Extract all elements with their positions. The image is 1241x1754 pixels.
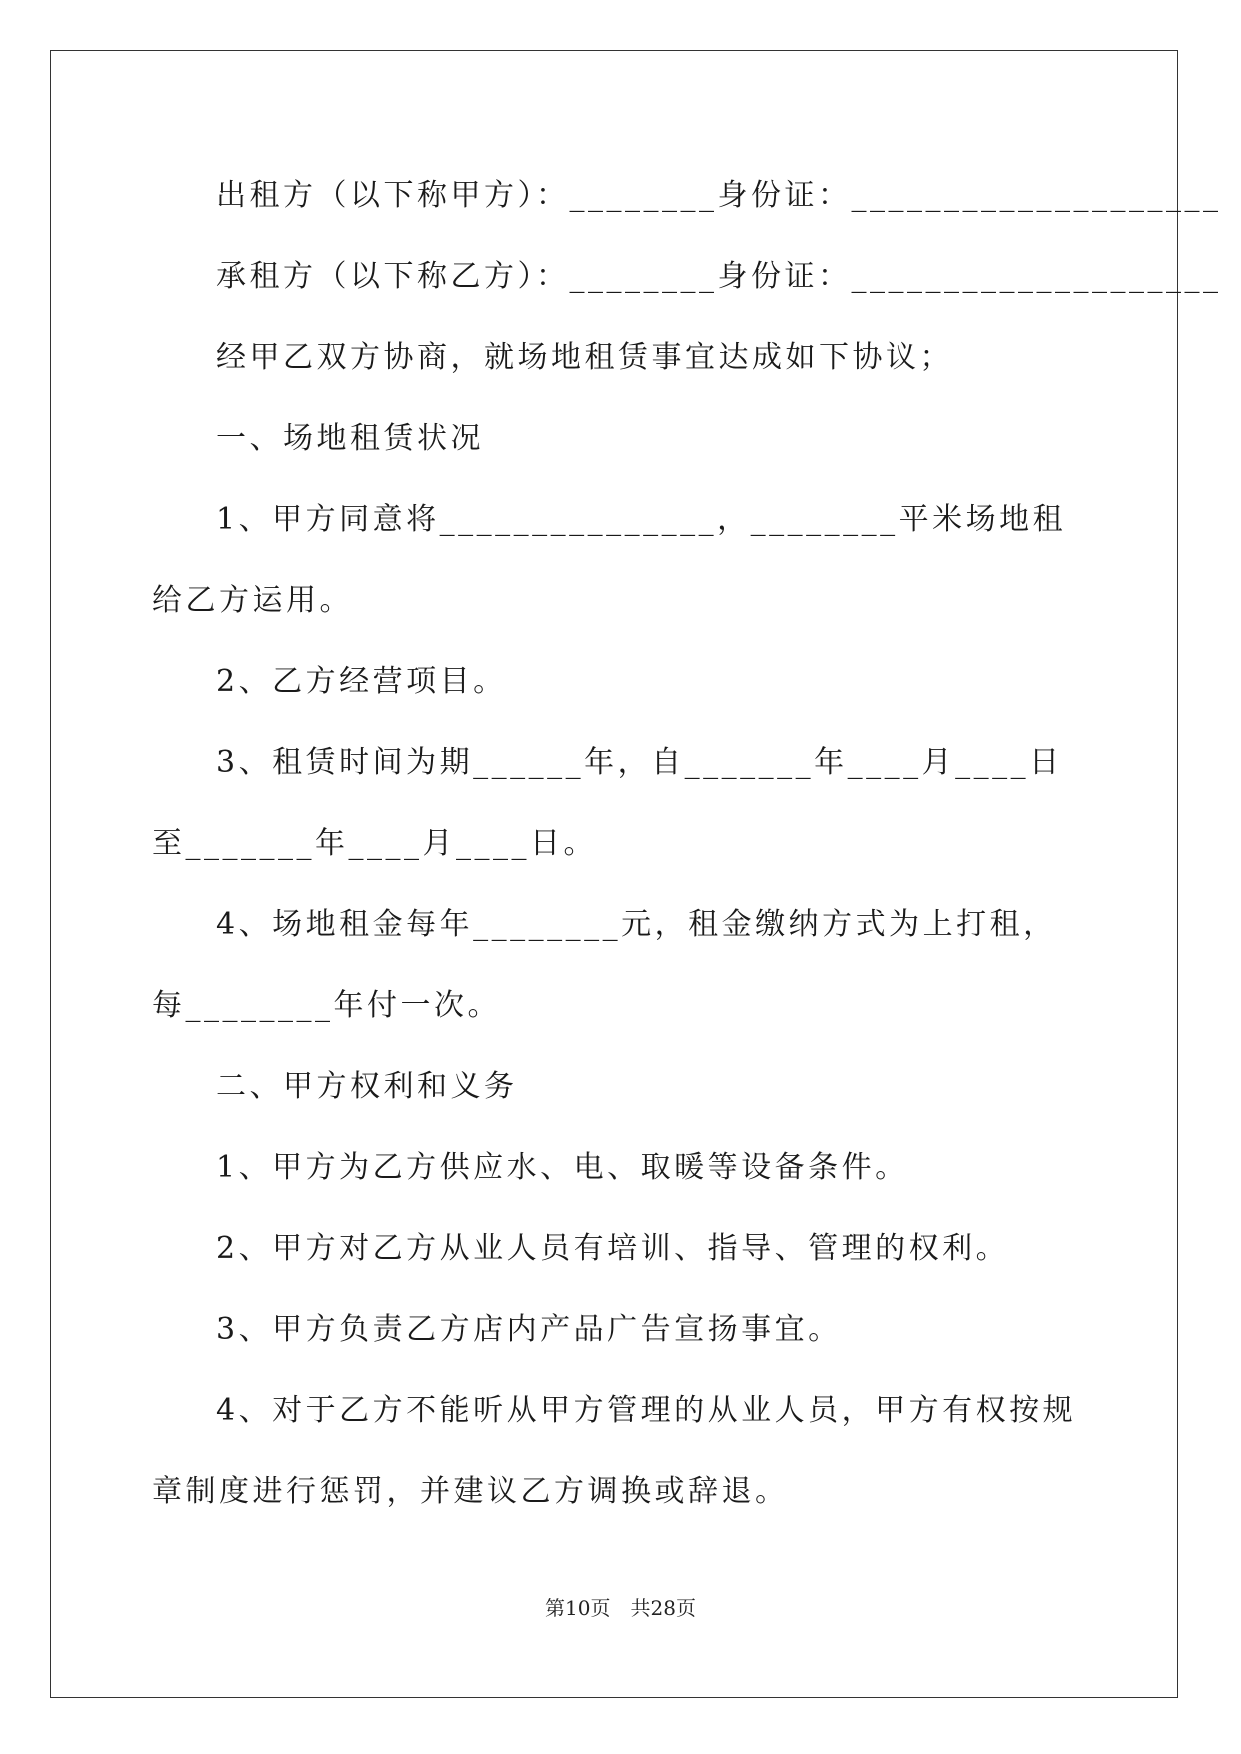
document-body <box>152 155 1222 1532</box>
clause-1-4: 4、场地租金每年________元，租金缴纳方式为上打租，每________年付一次。 <box>152 907 1057 1023</box>
clause-1-3: 3、租赁时间为期______年，自_______年____月____日至_______年____月____日。 <box>152 745 1063 861</box>
clause-1-1: 1、甲方同意将_______________，________平米场地租给乙方运用。 <box>152 502 1067 618</box>
section-heading-1: 一、场地租赁状况 <box>216 421 484 456</box>
clause-1-2: 2、乙方经营项目。 <box>216 664 507 699</box>
clause-2-2: 2、甲方对乙方从业人员有培训、指导、管理的权利。 <box>216 1231 1010 1266</box>
page-number-footer: 第10页 共28页 <box>545 1596 696 1620</box>
clause-2-1: 1、甲方为乙方供应水、电、取暖等设备条件。 <box>216 1150 909 1185</box>
lessee-line: 承租方（以下称乙方）：________身份证：____________________ <box>216 259 1222 294</box>
agreement-intro: 经甲乙双方协商，就场地租赁事宜达成如下协议； <box>216 340 953 375</box>
clause-2-4: 4、对于乙方不能听从甲方管理的从业人员，甲方有权按规章制度进行惩罚，并建议乙方调换或辞退。 <box>152 1393 1077 1509</box>
clause-2-3: 3、甲方负责乙方店内产品广告宣扬事宜。 <box>216 1312 842 1347</box>
section-heading-2: 二、甲方权利和义务 <box>216 1069 518 1104</box>
lessor-line: 出租方（以下称甲方）：________身份证：____________________ <box>216 178 1222 213</box>
